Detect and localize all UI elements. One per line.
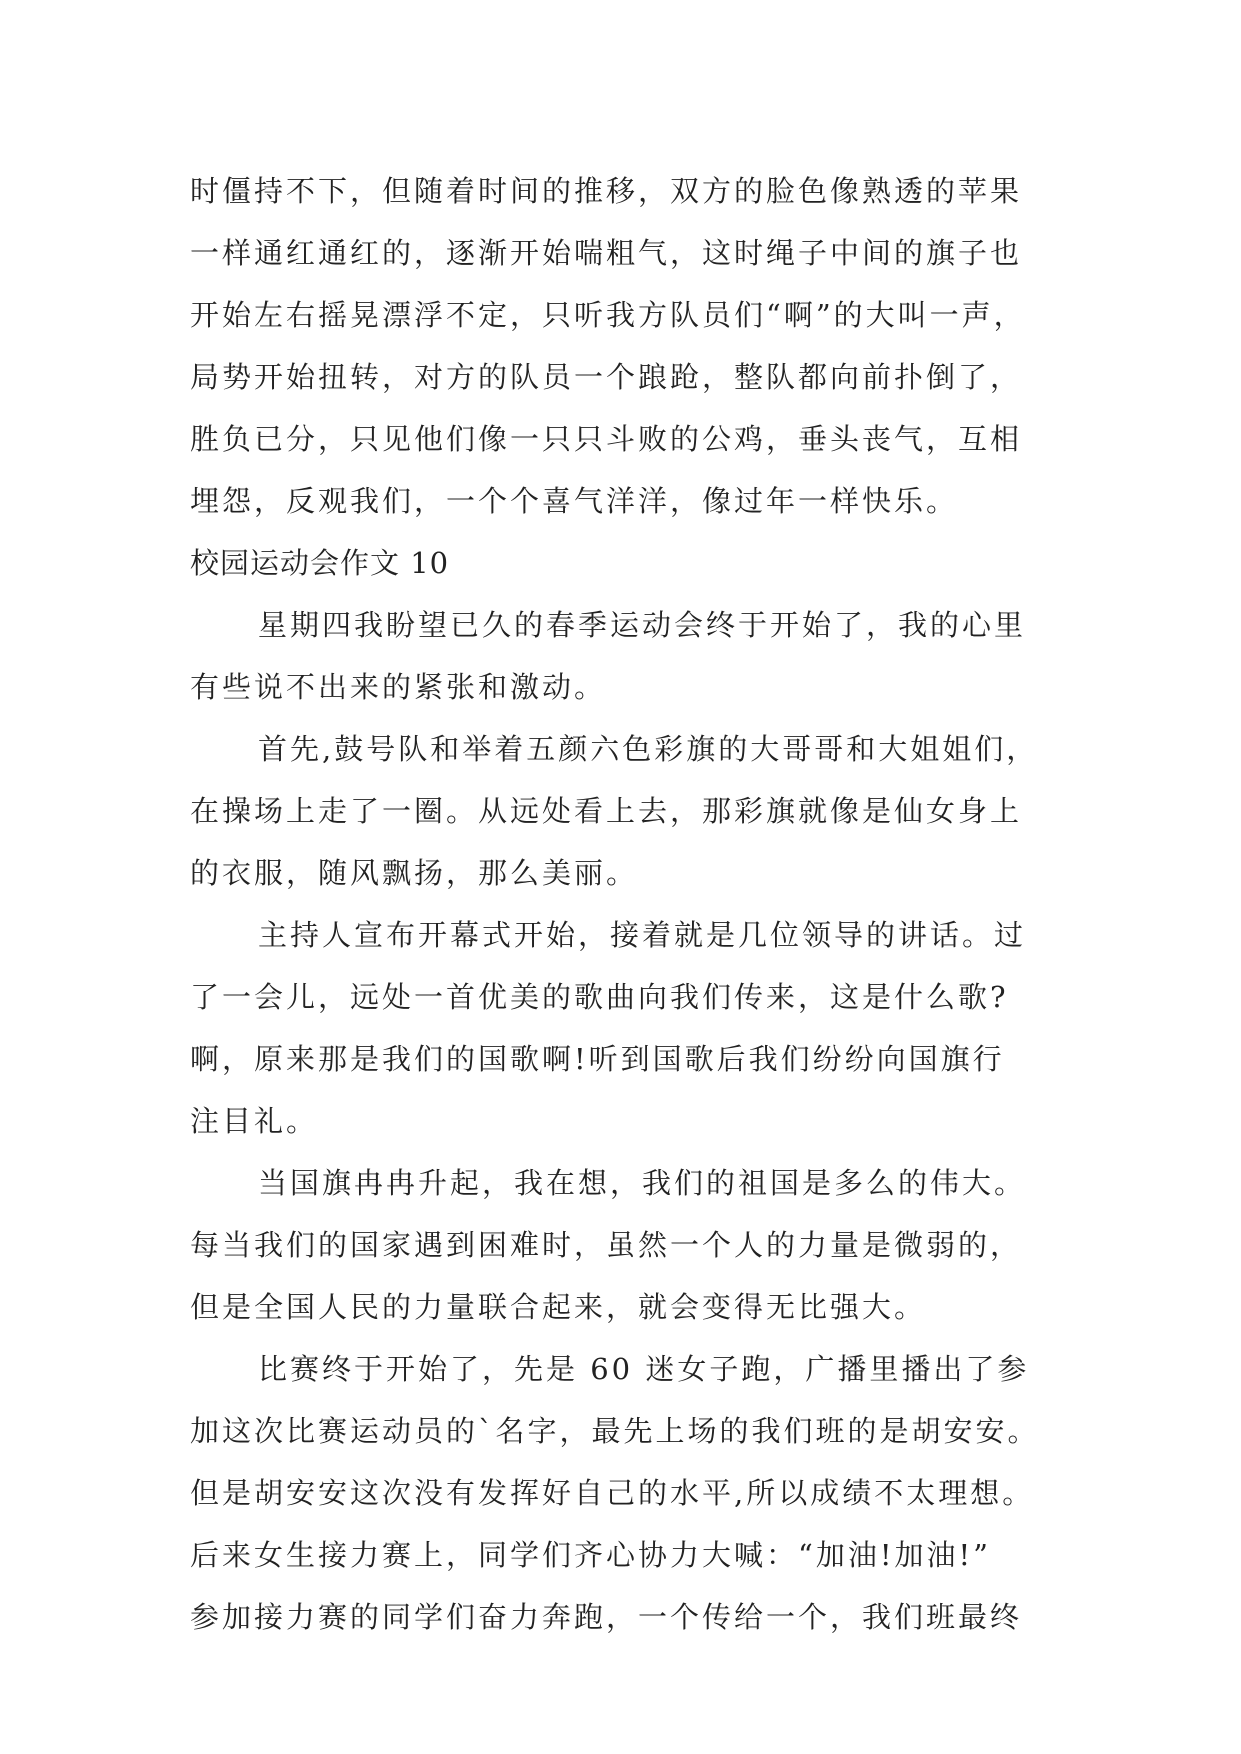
text-line: 但是全国人民的力量联合起来，就会变得无比强大。 bbox=[190, 1290, 927, 1324]
text-line: 啊，原来那是我们的国歌啊!听到国歌后我们纷纷向国旗行 bbox=[190, 1042, 1005, 1076]
text-line: 时僵持不下，但随着时间的推移，双方的脸色像熟透的苹果 bbox=[190, 174, 1023, 208]
paragraph-first-line: 当国旗冉冉升起，我在想，我们的祖国是多么的伟大。 bbox=[258, 1166, 1027, 1200]
text-line: 的衣服，随风飘扬，那么美丽。 bbox=[190, 856, 639, 890]
paragraph-first-line: 首先,鼓号队和举着五颜六色彩旗的大哥哥和大姐姐们， bbox=[258, 732, 1039, 766]
text-line: 有些说不出来的紧张和激动。 bbox=[190, 670, 607, 704]
text-line: 加这次比赛运动员的`名字，最先上场的我们班的是胡安安。 bbox=[190, 1414, 1040, 1448]
section-heading: 校园运动会作文 10 bbox=[190, 546, 450, 580]
text-line: 局势开始扭转，对方的队员一个踉跄，整队都向前扑倒了， bbox=[190, 360, 1023, 394]
text-line: 开始左右摇晃漂浮不定，只听我方队员们“啊”的大叫一声， bbox=[190, 298, 1026, 332]
text-line: 每当我们的国家遇到困难时，虽然一个人的力量是微弱的， bbox=[190, 1228, 1023, 1262]
text-line: 后来女生接力赛上，同学们齐心协力大喊：“加油!加油!” bbox=[190, 1538, 991, 1572]
paragraph-first-line: 星期四我盼望已久的春季运动会终于开始了，我的心里 bbox=[258, 608, 1027, 642]
document-body bbox=[190, 160, 1080, 1648]
text-line: 胜负已分，只见他们像一只只斗败的公鸡，垂头丧气，互相 bbox=[190, 422, 1023, 456]
text-line: 注目礼。 bbox=[190, 1104, 319, 1138]
text-line: 在操场上走了一圈。从远处看上去，那彩旗就像是仙女身上 bbox=[190, 794, 1023, 828]
paragraph-first-line: 比赛终于开始了，先是 60 迷女子跑，广播里播出了参 bbox=[258, 1352, 1030, 1386]
text-line: 了一会儿，远处一首优美的歌曲向我们传来，这是什么歌? bbox=[190, 980, 1009, 1014]
paragraph-first-line: 主持人宣布开幕式开始，接着就是几位领导的讲话。过 bbox=[258, 918, 1027, 952]
text-line: 一样通红通红的，逐渐开始喘粗气，这时绳子中间的旗子也 bbox=[190, 236, 1023, 270]
text-line: 参加接力赛的同学们奋力奔跑，一个传给一个，我们班最终 bbox=[190, 1600, 1023, 1634]
text-line: 埋怨，反观我们，一个个喜气洋洋，像过年一样快乐。 bbox=[190, 484, 959, 518]
text-line: 但是胡安安这次没有发挥好自己的水平,所以成绩不太理想。 bbox=[190, 1476, 1035, 1510]
